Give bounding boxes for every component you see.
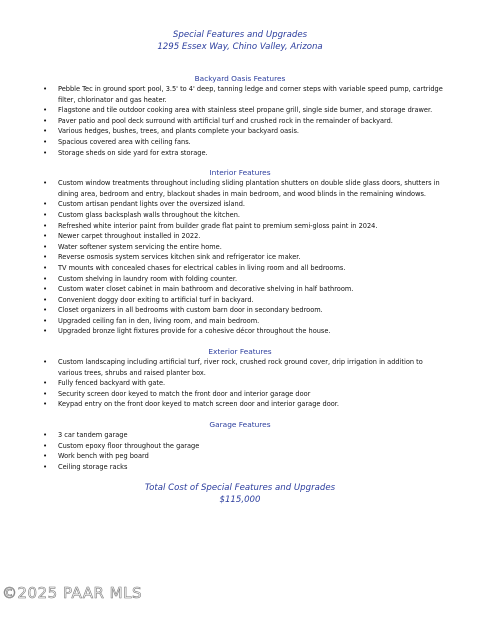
list-item: • Security screen door keyed to match the front door and interior garage door [58, 389, 444, 400]
list-item: • Reverse osmosis system services kitchen sink and refrigerator ice maker. [58, 252, 444, 263]
list-item: • Newer carpet throughout installed in 2022. [58, 231, 444, 242]
list-item: • Upgraded ceiling fan in den, living room, and main bedroom. [58, 316, 444, 327]
document-title: Special Features and Upgrades [172, 30, 308, 40]
section-heading-interior: Interior Features [209, 168, 271, 178]
list-item: • Flagstone and tile outdoor cooking area with stainless steel propane grill, single side burner, and storage drawer. [58, 105, 444, 116]
list-item: • Upgraded bronze light fixtures provide for a cohesive décor throughout the house. [58, 326, 444, 337]
list-item: • Various hedges, bushes, trees, and plants complete your backyard oasis. [58, 126, 444, 137]
section-heading-backyard: Backyard Oasis Features [194, 74, 286, 83]
list-item: • Water softener system servicing the entire home. [58, 242, 444, 253]
list-item: • Custom glass backsplash walls throughout the kitchen. [58, 210, 444, 221]
list-item: • Refreshed white interior paint from builder grade flat paint to premium semi-gloss paint in 2024. [58, 221, 444, 232]
mls-watermark: ©2025 PAAR MLS [2, 584, 142, 602]
total-cost-label: Total Cost of Special Features and Upgrades [144, 483, 336, 494]
list-item: • 3 car tandem garage [58, 430, 444, 441]
list-item: • Storage sheds on side yard for extra storage. [58, 148, 444, 159]
list-item: • Pebble Tec in ground sport pool, 3.5' to 4' deep, tanning ledge and corner steps with variable speed pump, cartridge filter, chlorinator and gas heater. [58, 84, 444, 105]
total-cost-value: $115,000 [219, 495, 261, 506]
list-item: • Custom shelving in laundry room with folding counter. [58, 274, 444, 285]
list-item: • Fully fenced backyard with gate. [58, 378, 444, 389]
document-address: 1295 Essex Way, Chino Valley, Arizona [157, 42, 323, 52]
section-heading-exterior: Exterior Features [208, 347, 272, 357]
section-heading-garage: Garage Features [209, 420, 271, 430]
interior-feature-list [0, 178, 480, 337]
list-item: • Custom window treatments throughout including sliding plantation shutters on double slide glass doors, shutters in dining area, bedroom and entry, blackout shades in main bedroom, and wood blinds in the remaining windows. [58, 178, 444, 199]
list-item: • Convenient doggy door exiting to artificial turf in backyard. [58, 295, 444, 306]
list-item: • Ceiling storage racks [58, 462, 444, 473]
list-item: • Keypad entry on the front door keyed to match screen door and interior garage door. [58, 399, 444, 410]
backyard-feature-list [0, 84, 480, 158]
garage-feature-list [0, 430, 480, 472]
exterior-feature-list [0, 357, 480, 410]
list-item: • Closet organizers in all bedrooms with custom barn door in secondary bedroom. [58, 305, 444, 316]
list-item: • Custom artisan pendant lights over the oversized island. [58, 199, 444, 210]
list-item: • Custom epoxy floor throughout the garage [58, 441, 444, 452]
list-item: • Paver patio and pool deck surround with artificial turf and crushed rock in the remainder of backyard. [58, 116, 444, 127]
list-item: • Work bench with peg board [58, 451, 444, 462]
list-item: • Custom water closet cabinet in main bathroom and decorative shelving in half bathroom. [58, 284, 444, 295]
list-item: • Custom landscaping including artificial turf, river rock, crushed rock ground cover, drip irrigation in addition to various trees, shrubs and raised planter box. [58, 357, 444, 378]
list-item: • TV mounts with concealed chases for electrical cables in living room and all bedrooms. [58, 263, 444, 274]
list-item: • Spacious covered area with ceiling fans. [58, 137, 444, 148]
